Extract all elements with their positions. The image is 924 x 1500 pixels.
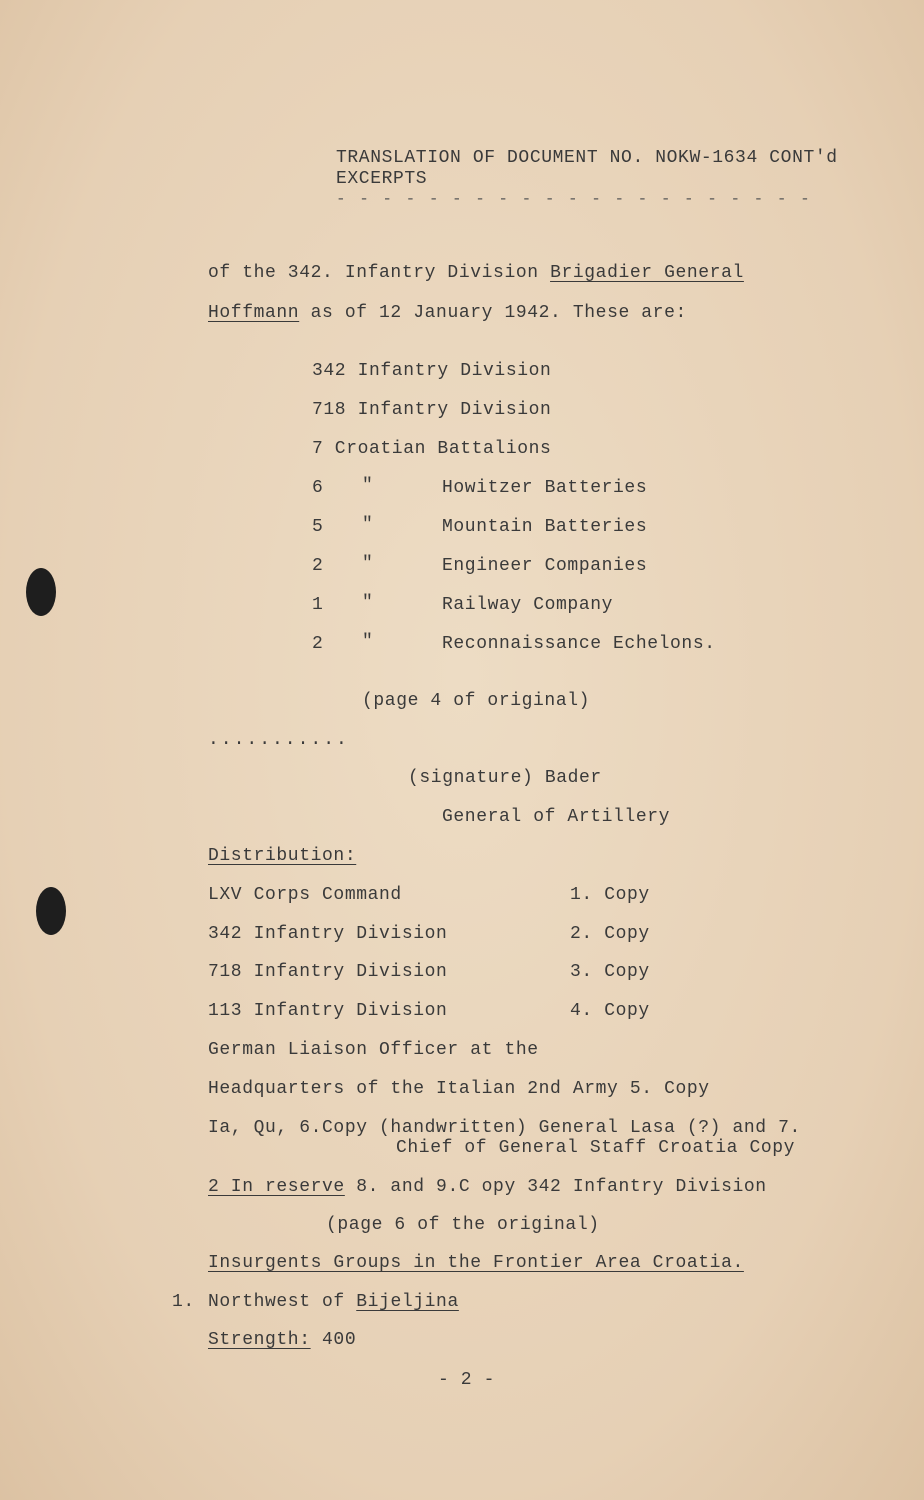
force-label: Howitzer Batteries [442,478,648,498]
distribution-liaison-1: German Liaison Officer at the [208,1040,539,1060]
distribution-liaison-2: Headquarters of the Italian 2nd Army 5. Copy [208,1079,710,1099]
header-divider: - - - - - - - - - - - - - - - - - - - - - [336,190,812,208]
page-number: - 2 - [438,1370,496,1390]
insurgent-item-number: 1. [172,1292,195,1312]
force-item: 7 Croatian Battalions [312,439,552,459]
page-note: (page 6 of the original) [326,1215,600,1235]
ditto-mark: " [362,593,374,613]
distribution-recipient: 342 Infantry Division [208,924,448,944]
insurgent-strength: Strength: 400 [208,1330,357,1350]
intro-line-1: of the 342. Infantry Division Brigadier General [208,263,744,283]
distribution-ia-line-2: Chief of General Staff Croatia Copy [396,1138,796,1158]
page-note: (page 4 of original) [362,691,591,711]
ditto-mark: " [362,476,374,496]
distribution-copy: 3. Copy [570,962,650,982]
distribution-copy: 2. Copy [570,924,650,944]
force-label: Reconnaissance Echelons. [442,634,716,654]
force-item: 718 Infantry Division [312,400,552,420]
distribution-ia-line: Ia, Qu, 6.Copy (handwritten) General Lasa (?) and 7. [208,1118,801,1138]
punch-hole-top [26,568,56,616]
distribution-recipient: LXV Corps Command [208,885,402,905]
ditto-mark: " [362,632,374,652]
force-label: Railway Company [442,595,614,615]
distribution-reserve: 2 In reserve 8. and 9.C opy 342 Infantry Division [208,1177,767,1197]
distribution-heading: Distribution: [208,846,357,866]
ellipsis: ........... [208,730,349,750]
force-label: Mountain Batteries [442,517,648,537]
insurgents-heading: Insurgents Groups in the Frontier Area Croatia. [208,1253,744,1273]
ditto-mark: " [362,554,374,574]
signature: (signature) Bader [408,768,602,788]
document-subtitle: EXCERPTS [336,169,428,189]
force-count: 2 [312,634,324,654]
insurgent-item: Northwest of Bijeljina [208,1292,459,1312]
distribution-copy: 4. Copy [570,1001,650,1021]
force-count: 5 [312,517,324,537]
document-title: TRANSLATION OF DOCUMENT NO. NOKW-1634 CONT'd [336,148,838,168]
signatory-rank: General of Artillery [442,807,671,827]
force-count: 2 [312,556,324,576]
punch-hole-bottom [36,887,66,935]
force-count: 6 [312,478,324,498]
ditto-mark: " [362,515,374,535]
distribution-recipient: 718 Infantry Division [208,962,448,982]
distribution-recipient: 113 Infantry Division [208,1001,448,1021]
distribution-copy: 1. Copy [570,885,650,905]
force-item: 342 Infantry Division [312,361,552,381]
force-count: 1 [312,595,324,615]
intro-line-2: Hoffmann as of 12 January 1942. These are: [208,303,687,323]
force-label: Engineer Companies [442,556,648,576]
